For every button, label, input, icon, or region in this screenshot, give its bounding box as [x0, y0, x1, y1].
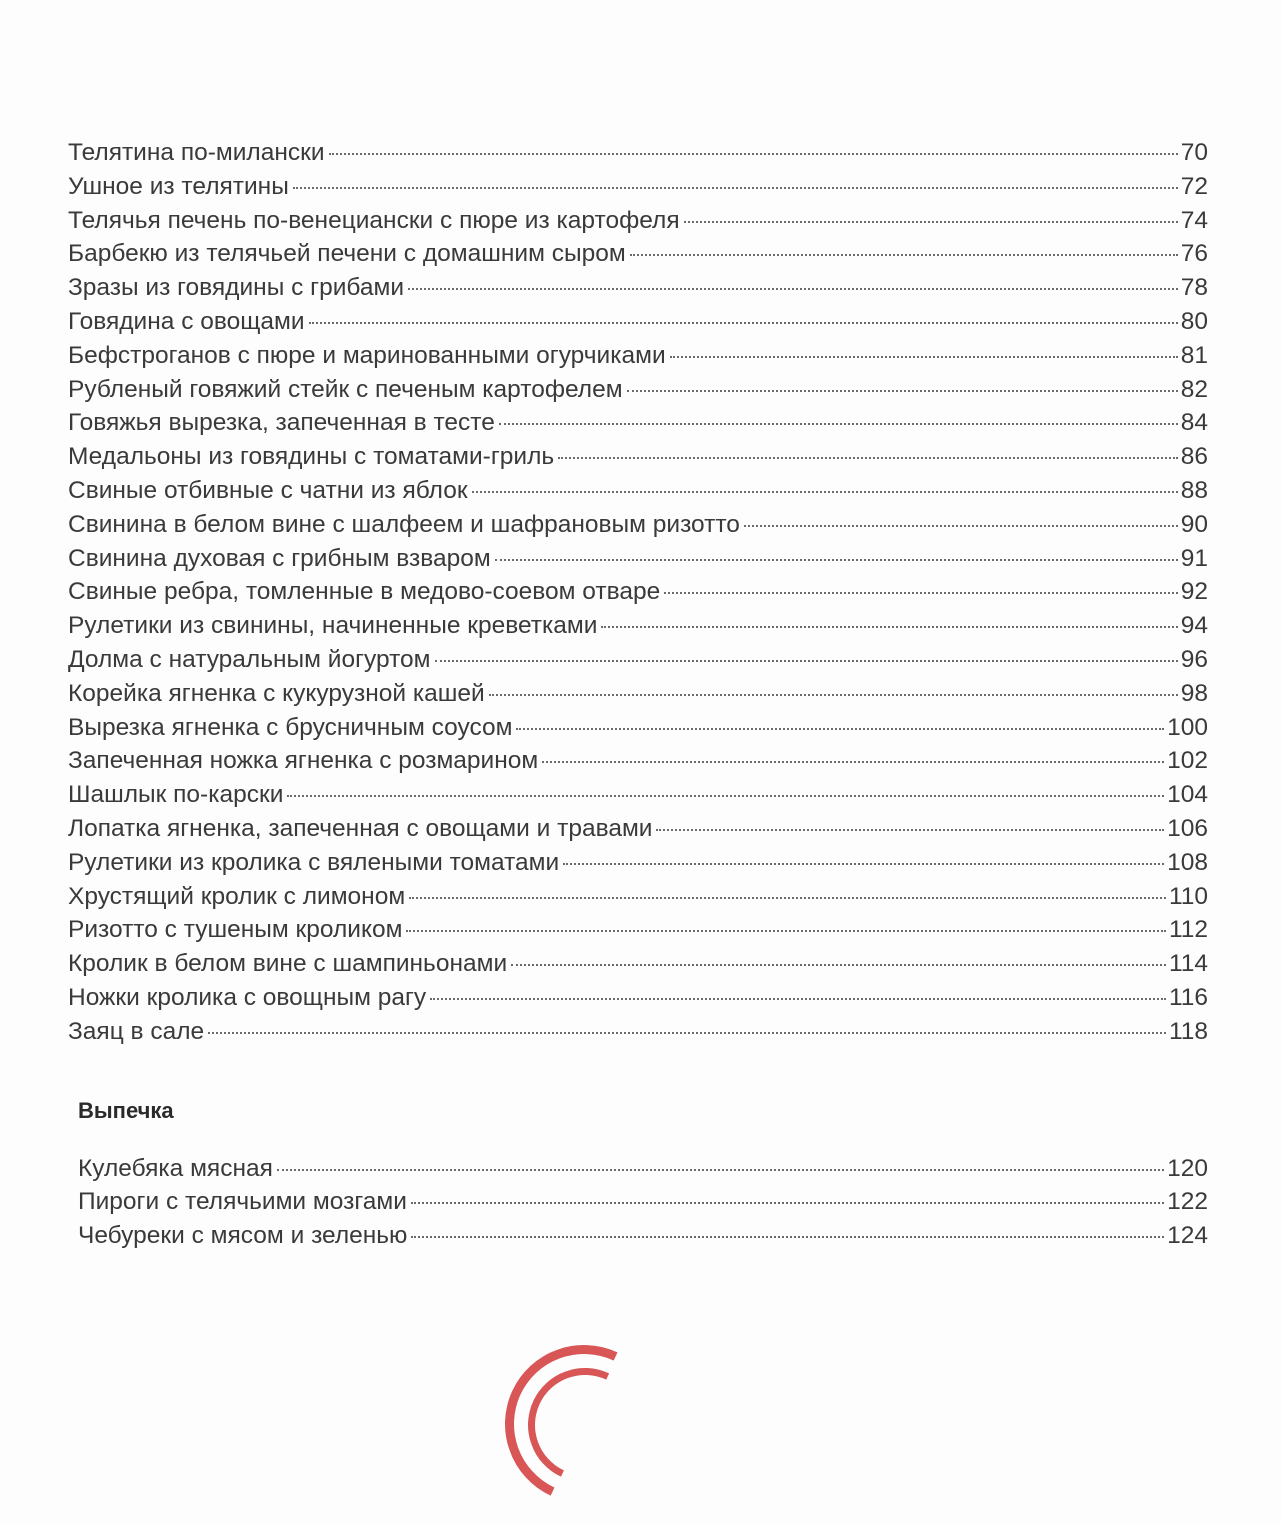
toc-entry-page: 88	[1180, 476, 1208, 504]
toc-entry[interactable]	[78, 1185, 1208, 1219]
toc-entry-title: Корейка ягненка с кукурузной кашей	[68, 679, 485, 707]
toc-entry-page: 74	[1180, 206, 1208, 234]
toc-entry-page: 72	[1180, 172, 1208, 200]
toc-entry[interactable]	[68, 711, 1208, 745]
toc-entry-page: 118	[1168, 1017, 1208, 1045]
toc-entry-page: 98	[1180, 679, 1208, 707]
dot-leader	[409, 897, 1166, 899]
dot-leader	[744, 525, 1178, 527]
toc-entry-title: Кролик в белом вине с шампиньонами	[68, 950, 508, 978]
toc-entry[interactable]	[68, 440, 1208, 474]
dot-leader	[627, 390, 1178, 392]
dot-leader	[542, 761, 1164, 763]
toc-entry-page: 92	[1180, 578, 1208, 606]
toc-entry-title: Телячья печень по-венециански с пюре из картофеля	[68, 206, 680, 234]
toc-entry[interactable]	[68, 947, 1208, 981]
toc-entry[interactable]	[78, 1152, 1208, 1186]
section-heading: Выпечка	[78, 1097, 174, 1123]
toc-entry-title: Ризотто с тушеным кроликом	[68, 916, 403, 944]
toc-entry-title: Лопатка ягненка, запеченная с овощами и травами	[68, 814, 653, 842]
toc-entry-title: Бефстроганов с пюре и маринованными огурчиками	[68, 341, 666, 369]
toc-entry-title: Рулетики из свинины, начиненные креветками	[68, 612, 598, 640]
dot-leader	[684, 221, 1178, 223]
toc-entry-title: Свинина духовая с грибным взваром	[68, 544, 491, 572]
toc-entry-page: 94	[1180, 612, 1208, 640]
toc-entry[interactable]	[68, 1015, 1208, 1049]
dot-leader	[656, 829, 1164, 831]
toc-entry-page: 100	[1167, 713, 1208, 741]
dot-leader	[406, 930, 1166, 932]
toc-entry-page: 108	[1167, 848, 1208, 876]
toc-entry[interactable]	[68, 305, 1208, 339]
dot-leader	[293, 187, 1178, 189]
toc-entry-title: Ушное из телятины	[68, 172, 289, 200]
toc-entry-page: 114	[1168, 950, 1208, 978]
toc-entry-page: 81	[1180, 341, 1208, 369]
toc-entry-page: 78	[1180, 274, 1208, 302]
toc-entry[interactable]	[68, 677, 1208, 711]
toc-entry-page: 86	[1180, 443, 1208, 471]
toc-entry-title: Свинина в белом вине с шалфеем и шафрановым ризотто	[68, 510, 740, 538]
toc-entry-title: Говяжья вырезка, запеченная в тесте	[68, 409, 495, 437]
toc-entry[interactable]	[68, 913, 1208, 947]
dot-leader	[563, 863, 1164, 865]
toc-entry-title: Хрустящий кролик с лимоном	[68, 882, 406, 910]
toc-entry[interactable]	[68, 237, 1208, 271]
toc-entry-page: 84	[1180, 409, 1208, 437]
dot-leader	[277, 1169, 1164, 1171]
toc-entry[interactable]	[68, 880, 1208, 914]
toc-entry[interactable]	[68, 204, 1208, 238]
toc-entry-page: 112	[1168, 916, 1208, 944]
toc-entry-title: Запеченная ножка ягненка с розмарином	[68, 747, 539, 775]
toc-list	[68, 136, 1208, 1049]
toc-entry[interactable]	[68, 778, 1208, 812]
toc-entry-page: 122	[1167, 1188, 1208, 1216]
toc-entry-title: Рулетики из кролика с вялеными томатами	[68, 848, 560, 876]
toc-entry[interactable]	[68, 508, 1208, 542]
dot-leader	[489, 694, 1178, 696]
dot-leader	[287, 795, 1164, 797]
toc-entry-page: 106	[1167, 814, 1208, 842]
toc-entry-page: 90	[1180, 510, 1208, 538]
dot-leader	[430, 998, 1166, 1000]
toc-entry-title: Медальоны из говядины с томатами-гриль	[68, 443, 555, 471]
toc-entry[interactable]	[68, 406, 1208, 440]
toc-entry[interactable]	[68, 170, 1208, 204]
dot-leader	[630, 254, 1178, 256]
dot-leader	[411, 1236, 1164, 1238]
toc-entry[interactable]	[68, 474, 1208, 508]
toc-entry-title: Заяц в сале	[68, 1017, 205, 1045]
toc-entry-page: 96	[1180, 645, 1208, 673]
toc-entry-title: Пироги с телячьими мозгами	[78, 1188, 407, 1216]
toc-entry[interactable]	[68, 575, 1208, 609]
toc-entry-page: 80	[1180, 307, 1208, 335]
toc-entry-title: Говядина с овощами	[68, 307, 305, 335]
toc-entry[interactable]	[68, 339, 1208, 373]
toc-entry-title: Ножки кролика с овощным рагу	[68, 983, 427, 1011]
toc-entry-page: 116	[1168, 983, 1208, 1011]
toc-entry[interactable]	[68, 609, 1208, 643]
toc-entry[interactable]	[68, 271, 1208, 305]
dot-leader	[309, 322, 1178, 324]
toc-entry-title: Чебуреки с мясом и зеленью	[78, 1222, 408, 1250]
table-of-contents	[68, 136, 1208, 1253]
dot-leader	[516, 728, 1164, 730]
toc-entry[interactable]	[68, 744, 1208, 778]
dot-leader	[601, 626, 1177, 628]
dot-leader	[511, 964, 1166, 966]
toc-entry[interactable]	[68, 846, 1208, 880]
dot-leader	[558, 457, 1178, 459]
toc-entry-page: 120	[1167, 1154, 1208, 1182]
toc-entry-page: 110	[1168, 882, 1208, 910]
toc-entry-title: Свиные отбивные с чатни из яблок	[68, 476, 468, 504]
toc-entry-page: 102	[1167, 747, 1208, 775]
toc-entry[interactable]	[68, 373, 1208, 407]
toc-entry[interactable]	[78, 1219, 1208, 1253]
toc-entry-title: Телятина по-милански	[68, 139, 325, 166]
toc-entry[interactable]	[68, 643, 1208, 677]
toc-entry-title: Вырезка ягненка с брусничным соусом	[68, 713, 513, 741]
toc-entry[interactable]	[68, 542, 1208, 576]
toc-entry[interactable]	[68, 136, 1208, 170]
toc-entry-title: Барбекю из телячьей печени с домашним сыром	[68, 240, 626, 268]
toc-entry-page: 91	[1180, 544, 1208, 572]
toc-entry[interactable]	[68, 981, 1208, 1015]
dot-leader	[329, 153, 1178, 155]
toc-entry-page: 76	[1180, 240, 1208, 268]
dot-leader	[670, 356, 1178, 358]
toc-entry-title: Кулебяка мясная	[78, 1154, 273, 1182]
dot-leader	[495, 559, 1178, 561]
dot-leader	[472, 491, 1178, 493]
toc-entry-title: Рубленый говяжий стейк с печеным картофелем	[68, 375, 623, 403]
dot-leader	[408, 288, 1178, 290]
dot-leader	[435, 660, 1178, 662]
dot-leader	[499, 423, 1178, 425]
toc-entry-title: Зразы из говядины с грибами	[68, 274, 405, 302]
toc-entry-page: 124	[1167, 1222, 1208, 1250]
toc-entry-page: 82	[1180, 375, 1208, 403]
dot-leader	[411, 1202, 1164, 1204]
dot-leader	[664, 592, 1178, 594]
dot-leader	[208, 1032, 1166, 1034]
toc-entry-title: Свиные ребра, томленные в медово-соевом отваре	[68, 578, 661, 606]
section-toc-list	[68, 1152, 1208, 1253]
toc-entry-page: 70	[1180, 139, 1208, 166]
toc-entry-title: Долма с натуральным йогуртом	[68, 645, 431, 673]
toc-entry-title: Шашлык по-карски	[68, 781, 284, 809]
toc-entry[interactable]	[68, 812, 1208, 846]
toc-entry-page: 104	[1167, 781, 1208, 809]
